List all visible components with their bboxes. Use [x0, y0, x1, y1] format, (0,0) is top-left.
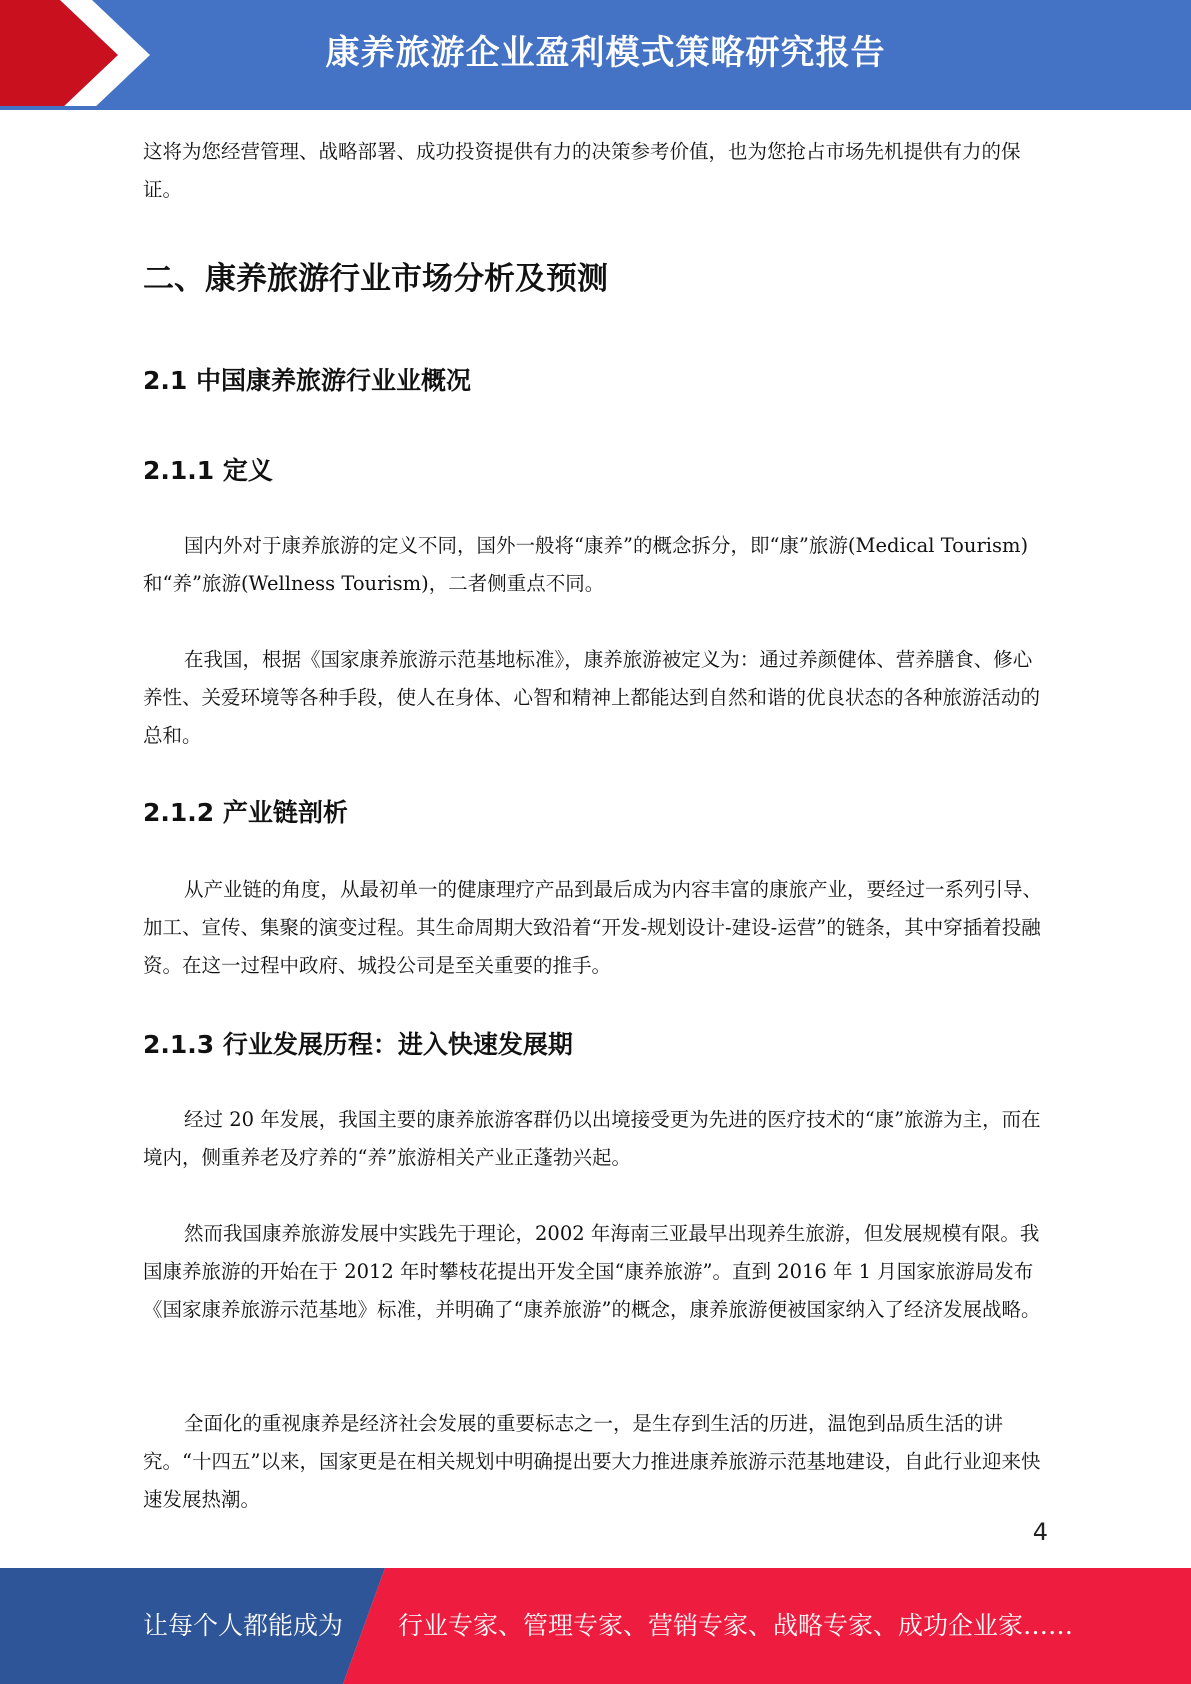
header-title: 康养旅游企业盈利模式策略研究报告: [325, 33, 886, 73]
footer-slogan-right: 行业专家、管理专家、营销专家、战略专家、成功企业家……: [398, 1611, 1074, 1640]
page-header: [0, 0, 1191, 110]
section-heading-2: 二、康养旅游行业市场分析及预测: [143, 261, 608, 297]
definition-paragraph-2: 在我国，根据《国家康养旅游示范基地标准》，康养旅游被定义为：通过养颜健体、营养膳食、修心养性、关爱环境等各种手段，使人在身体、心智和精神上都能达到自然和谐的优良状态的各种旅游活动的总和。: [143, 648, 1041, 747]
history-paragraph-2: 然而我国康养旅游发展中实践先于理论，2002 年海南三亚最早出现养生旅游，但发展规模有限。我国康养旅游的开始在于 2012 年时攀枝花提出开发全国“康养旅游”。直到 2016 年 1 月国家旅游局发布《国家康养旅游示范基地》标准，并明确了“康养旅游”的概念，康养旅游便被国家纳入了经济发展战略。: [143, 1222, 1041, 1321]
subsection-heading-2-1-3: 2.1.3 行业发展历程：进入快速发展期: [143, 1030, 573, 1059]
subsection-heading-2-1: 2.1 中国康养旅游行业业概况: [143, 366, 471, 395]
footer-slogan-left: 让每个人都能成为: [143, 1611, 344, 1640]
subsection-heading-2-1-1: 2.1.1 定义: [143, 456, 273, 485]
page-footer: [0, 1568, 1191, 1684]
intro-paragraph: 这将为您经营管理、战略部署、成功投资提供有力的决策参考价值，也为您抢占市场先机提供有力的保证。: [143, 140, 1021, 201]
history-paragraph-3: 全面化的重视康养是经济社会发展的重要标志之一，是生存到生活的历进，温饱到品质生活的讲究。“十四五”以来，国家更是在相关规划中明确提出要大力推进康养旅游示范基地建设，自此行业迎来快速发展热潮。: [143, 1412, 1041, 1511]
subsection-heading-2-1-2: 2.1.2 产业链剖析: [143, 798, 348, 827]
page-number: 4: [1032, 1518, 1048, 1546]
industry-chain-paragraph: 从产业链的角度，从最初单一的健康理疗产品到最后成为内容丰富的康旅产业，要经过一系列引导、加工、宣传、集聚的演变过程。其生命周期大致沿着“开发-规划设计-建设-运营”的链条，其中穿插着投融资。在这一过程中政府、城投公司是至关重要的推手。: [143, 878, 1043, 977]
definition-paragraph-1: 国内外对于康养旅游的定义不同，国外一般将“康养”的概念拆分，即“康”旅游(Medical Tourism)和“养”旅游(Wellness Tourism)，二者侧重点不同。: [143, 534, 1029, 595]
history-paragraph-1: 经过 20 年发展，我国主要的康养旅游客群仍以出境接受更为先进的医疗技术的“康”旅游为主，而在境内，侧重养老及疗养的“养”旅游相关产业正蓬勃兴起。: [143, 1108, 1041, 1169]
